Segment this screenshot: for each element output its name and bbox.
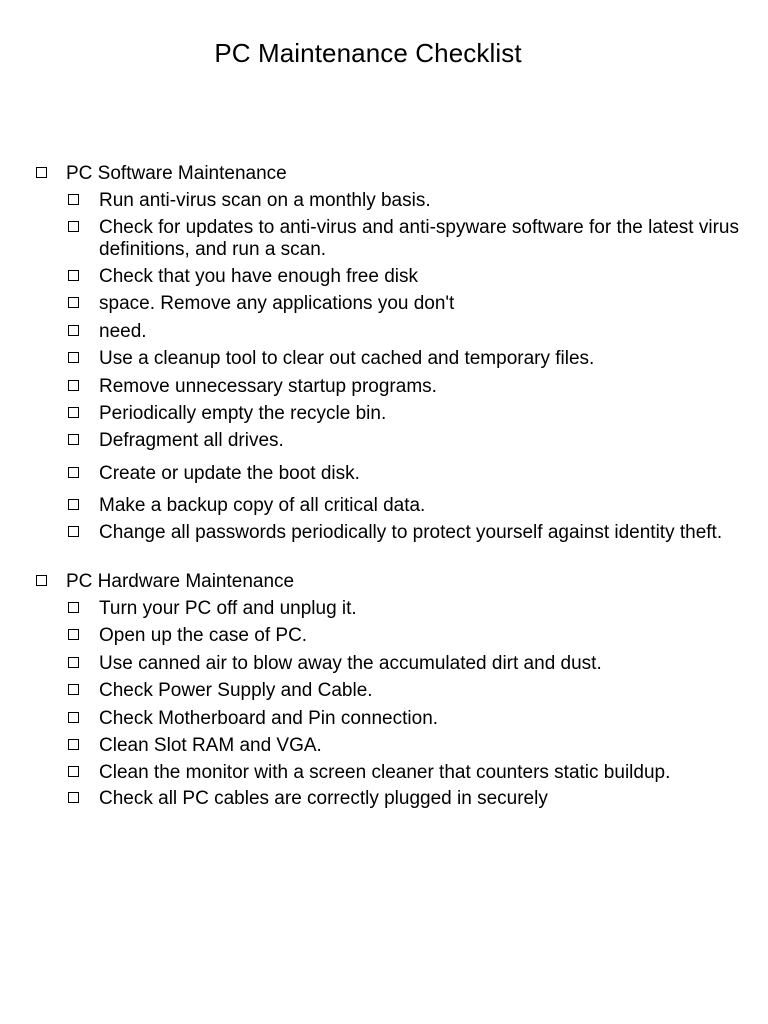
item-label: space. Remove any applications you don't [99,293,455,314]
checkbox[interactable] [68,499,79,510]
page-title: PC Maintenance Checklist [214,38,522,68]
item-label: Remove unnecessary startup programs. [99,376,437,397]
item-label: Periodically empty the recycle bin. [99,403,387,424]
item-label: Check Motherboard and Pin connection. [99,708,439,729]
item-label: Make a backup copy of all critical data. [99,495,426,516]
checkbox[interactable] [68,325,79,336]
checkbox[interactable] [68,221,79,232]
checkbox[interactable] [68,766,79,777]
checkbox[interactable] [36,167,47,178]
checkbox[interactable] [68,380,79,391]
item-label: Defragment all drives. [99,430,284,451]
item-label: Turn your PC off and unplug it. [99,598,357,619]
checkbox[interactable] [68,629,79,640]
item-label: Run anti-virus scan on a monthly basis. [99,190,431,211]
checkbox[interactable] [68,657,79,668]
item-label: Check all PC cables are correctly plugged in securely [99,788,548,809]
item-label: Check for updates to anti-virus and anti-spyware software for the latest virus definitions, and run a scan. [99,217,739,260]
item-label: Use a cleanup tool to clear out cached and temporary files. [99,348,595,369]
checkbox[interactable] [68,434,79,445]
checkbox[interactable] [68,407,79,418]
checkbox[interactable] [68,526,79,537]
checkbox[interactable] [68,270,79,281]
item-label: Open up the case of PC. [99,625,308,646]
section-heading: PC Software Maintenance [66,163,287,184]
checkbox[interactable] [68,739,79,750]
item-label: Clean the monitor with a screen cleaner that counters static buildup. [99,762,671,783]
checkbox[interactable] [68,297,79,308]
item-label: Check Power Supply and Cable. [99,680,373,701]
checkbox[interactable] [68,684,79,695]
item-label: Check that you have enough free disk [99,266,418,287]
item-label: Use canned air to blow away the accumulated dirt and dust. [99,653,602,674]
item-label: Create or update the boot disk. [99,463,360,484]
checkbox[interactable] [68,467,79,478]
item-label: need. [99,321,147,342]
item-label: Change all passwords periodically to protect yourself against identity theft. [99,522,723,543]
checkbox[interactable] [68,792,79,803]
item-label: Clean Slot RAM and VGA. [99,735,322,756]
checkbox[interactable] [68,194,79,205]
checkbox[interactable] [68,352,79,363]
checkbox[interactable] [68,712,79,723]
section-heading: PC Hardware Maintenance [66,571,295,592]
checkbox[interactable] [68,602,79,613]
checkbox[interactable] [36,575,47,586]
